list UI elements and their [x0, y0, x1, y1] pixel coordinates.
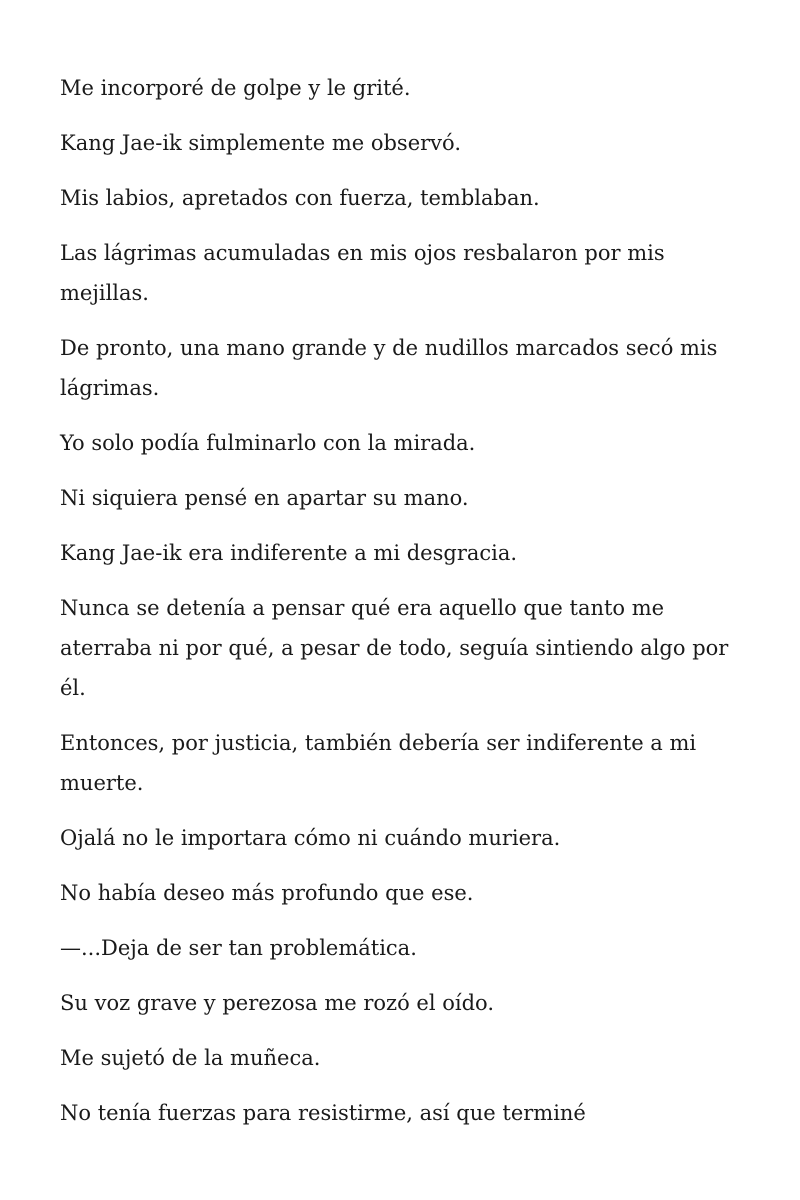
paragraph: Kang Jae-ik simplemente me observó. [60, 131, 461, 155]
paragraph: Entonces, por justicia, también debería ser indiferente a mi muerte. [60, 731, 697, 795]
paragraph: Yo solo podía fulminarlo con la mirada. [60, 431, 476, 455]
paragraph: Me sujetó de la muñeca. [60, 1046, 321, 1070]
paragraph: Nunca se detenía a pensar qué era aquello que tanto me aterraba ni por qué, a pesar de todo, seguía sintiendo algo por él. [60, 596, 729, 700]
paragraph: —...Deja de ser tan problemática. [60, 936, 417, 960]
paragraph: Ni siquiera pensé en apartar su mano. [60, 486, 469, 510]
paragraph: De pronto, una mano grande y de nudillos marcados secó mis lágrimas. [60, 336, 718, 400]
paragraph: Kang Jae-ik era indiferente a mi desgracia. [60, 541, 518, 565]
paragraph: Las lágrimas acumuladas en mis ojos resbalaron por mis mejillas. [60, 241, 665, 305]
paragraph: No había deseo más profundo que ese. [60, 881, 474, 905]
paragraph: Su voz grave y perezosa me rozó el oído. [60, 991, 495, 1015]
paragraph: Ojalá no le importara cómo ni cuándo muriera. [60, 826, 561, 850]
paragraph: No tenía fuerzas para resistirme, así que terminé [60, 1101, 586, 1125]
paragraph: Mis labios, apretados con fuerza, temblaban. [60, 186, 540, 210]
paragraph: Me incorporé de golpe y le grité. [60, 76, 411, 100]
